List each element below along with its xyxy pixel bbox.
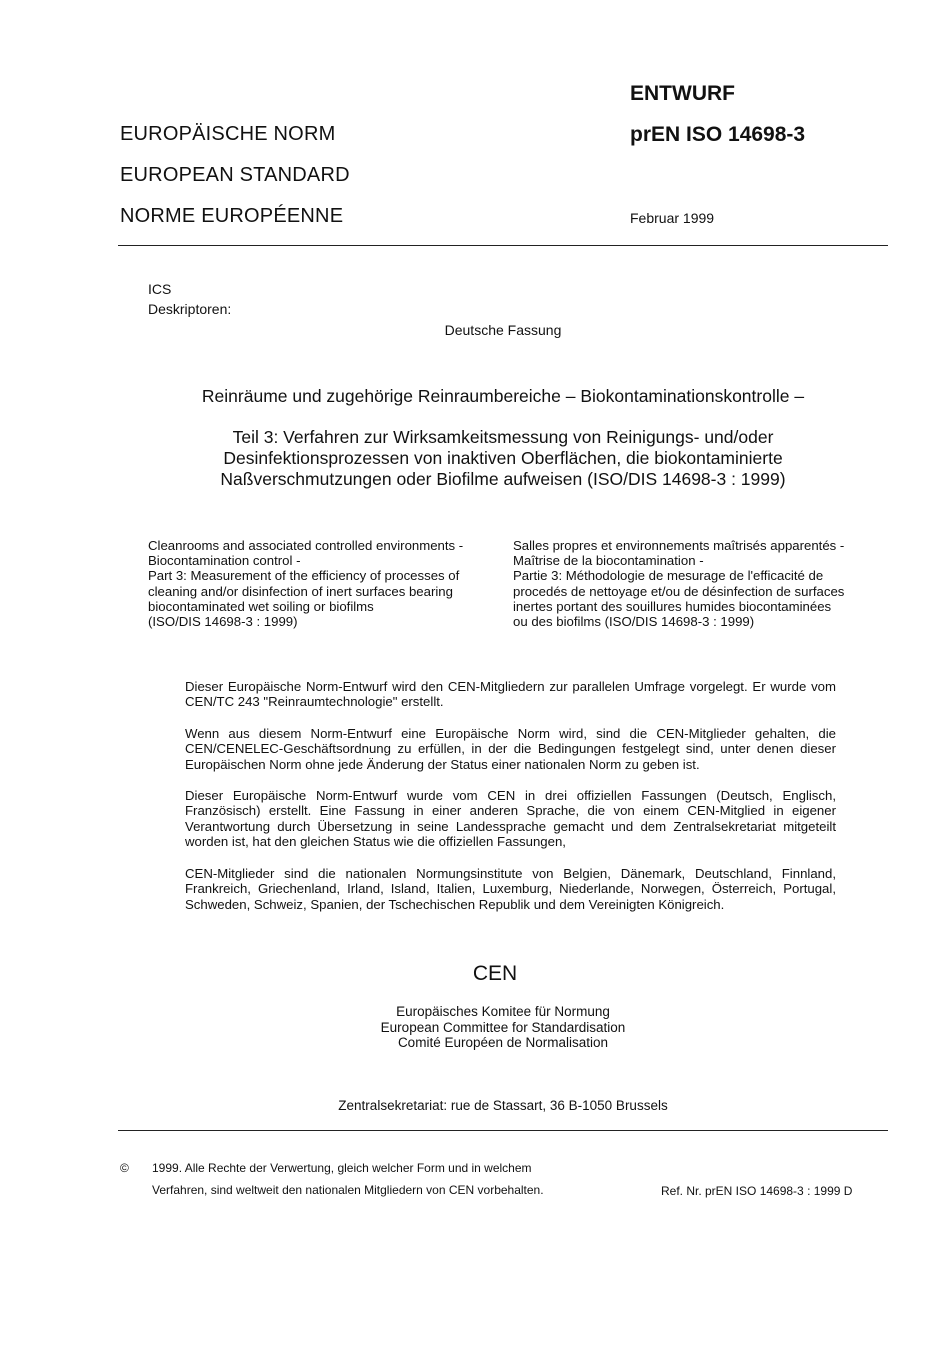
header-divider [118, 245, 888, 246]
paragraph-submission: Dieser Europäische Norm-Entwurf wird den CEN-Mitgliedern zur parallelen Umfrage vorgelegt. Er wurde vom CEN/TC 243 "Reinraumtechnologie" erstellt. [185, 679, 836, 710]
paragraph-members: CEN-Mitglieder sind die nationalen Normungsinstitute von Belgien, Dänemark, Deutschland, Finnland, Frankreich, Griechenland, Irland, Island, Italien, Luxemburg, Niederlande, Norwegen, Österreich, Portugal, Schweden, Schweiz, Spanien, der Tschechischen Republik und dem Vereinigten Königreich. [185, 866, 836, 912]
english-title-line: cleaning and/or disinfection of inert surfaces bearing [148, 583, 453, 599]
copyright-line-1: 1999. Alle Rechte der Verwertung, gleich welcher Form und in welchem [152, 1161, 532, 1175]
english-title-line: Biocontamination control - [148, 553, 301, 569]
title-line-2: Teil 3: Verfahren zur Wirksamkeitsmessung von Reinigungs- und/oder [232, 427, 774, 447]
norm-title-fr: NORME EUROPÉENNE [120, 205, 344, 227]
cen-secretariat-address: Zentralsekretariat: rue de Stassart, 36 B-1050 Brussels [338, 1098, 668, 1113]
french-title-line: ou des biofilms (ISO/DIS 14698-3 : 1999) [513, 614, 755, 630]
document-date: Februar 1999 [630, 210, 715, 226]
cen-name-de: Europäisches Komitee für Normung [396, 1004, 610, 1019]
reference-number: Ref. Nr. prEN ISO 14698-3 : 1999 D [661, 1184, 853, 1198]
title-line-1: Reinräume und zugehörige Reinraumbereiche – Biokontaminationskontrolle – [201, 386, 805, 406]
english-title-line: biocontaminated wet soiling or biofilms [148, 598, 374, 614]
french-title-line: Maîtrise de la biocontamination - [513, 553, 704, 569]
draft-label: ENTWURF [630, 82, 735, 105]
copyright-icon: © [120, 1161, 129, 1175]
norm-title-de: EUROPÄISCHE NORM [120, 123, 336, 145]
footer-divider [118, 1130, 888, 1131]
french-title-line: Partie 3: Méthodologie de mesurage de l'efficacité de [513, 568, 824, 584]
english-title-line: Cleanrooms and associated controlled environments - [148, 538, 464, 553]
ics-label: ICS [148, 281, 172, 297]
title-line-4: Naßverschmutzungen oder Biofilme aufweisen (ISO/DIS 14698-3 : 1999) [220, 469, 786, 489]
title-line-3: Desinfektionsprozessen von inaktiven Oberflächen, die biokontaminierte [223, 448, 783, 468]
document-number: prEN ISO 14698-3 [630, 123, 806, 146]
paragraph-obligation: Wenn aus diesem Norm-Entwurf eine Europäische Norm wird, sind die CEN-Mitglieder gehalten, die CEN/CENELEC-Geschäftsordnung zu erfüllen, in der die Bedingungen festgelegt sind, unter denen dieser Europäischen Norm ohne jede Änderung der Status einer nationalen Norm zu geben ist. [185, 726, 836, 772]
cen-acronym: CEN [472, 962, 518, 985]
french-title-line: Salles propres et environnements maîtrisés apparentés - [513, 538, 845, 553]
norm-title-en: EUROPEAN STANDARD [120, 164, 350, 186]
copyright-line-2: Verfahren, sind weltweit den nationalen Mitgliedern von CEN vorbehalten. [152, 1183, 544, 1197]
english-title-line: (ISO/DIS 14698-3 : 1999) [148, 614, 298, 630]
french-title-line: procedés de nettoyage et/ou de désinfection de surfaces [513, 583, 845, 599]
cen-name-en: European Committee for Standardisation [380, 1020, 626, 1035]
version-label: Deutsche Fassung [444, 322, 562, 338]
english-title [148, 538, 463, 629]
french-title-line: inertes portant des souillures humides biocontaminées [513, 598, 832, 614]
cen-name-fr: Comité Européen de Normalisation [397, 1035, 609, 1050]
paragraph-languages: Dieser Europäische Norm-Entwurf wurde vom CEN in drei offiziellen Fassungen (Deutsch, Englisch, Französisch) erstellt. Eine Fassung in einer anderen Sprache, die von einem CEN-Mitglied in eigener Verantwortung durch Übersetzung in seine Landessprache gemacht und dem Zentralsekretariat mitgeteilt worden ist, hat den gleichen Status wie die offiziellen Fassungen, [185, 788, 836, 850]
english-title-line: Part 3: Measurement of the efficiency of processes of [148, 568, 460, 584]
french-title [513, 538, 844, 629]
descriptors-label: Deskriptoren: [148, 301, 232, 317]
